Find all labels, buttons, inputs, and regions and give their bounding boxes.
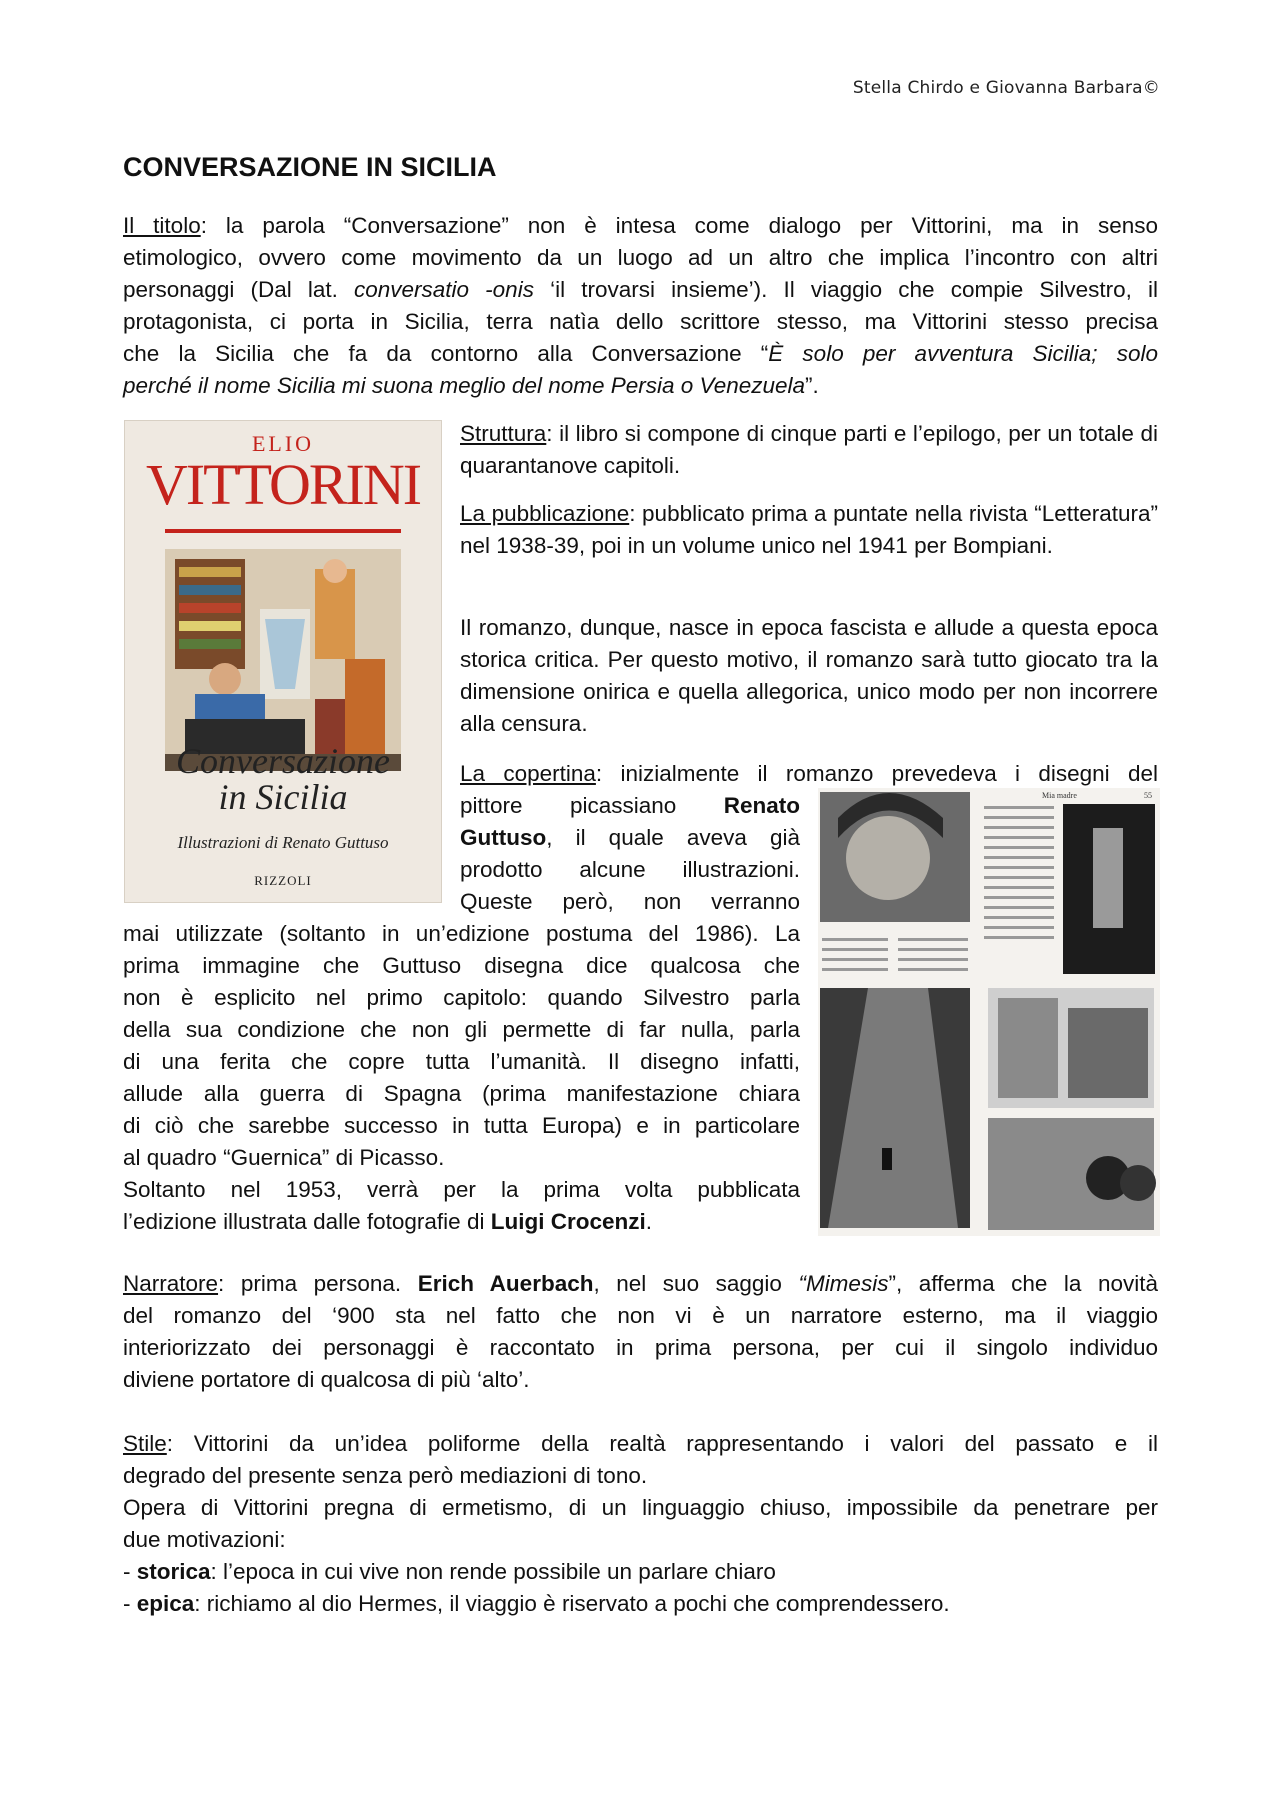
stile-bullet-storica: - storica: l’epoca in cui vive non rende possibile un parlare chiaro bbox=[123, 1559, 776, 1584]
copertina-line: di una ferita che copre tutta l’umanità. Il disegno infatti, bbox=[123, 1049, 800, 1074]
stile-line: due motivazioni: bbox=[123, 1527, 286, 1552]
cover-author-first: ELIO bbox=[251, 431, 315, 456]
titolo-line: Il titolo: la parola “Conversazione” non è intesa come dialogo per Vittorini, ma in senso bbox=[123, 213, 1158, 238]
romanzo-paragraph: Il romanzo, dunque, nasce in epoca fascista e allude a questa epoca storica critica. Per questo motivo, il romanzo sarà tutto giocato tra la dimensione onirica e quella allegorica, unico modo per non incorrere alla censura. bbox=[460, 615, 1158, 736]
struttura-paragraph: Struttura: il libro si compone di cinque parti e l’epilogo, per un totale di quarantanove capitoli. bbox=[460, 421, 1158, 478]
photo-page-number: 55 bbox=[1144, 791, 1152, 800]
copertina-line: prodotto alcune illustrazioni. bbox=[460, 857, 800, 882]
copertina-line: pittore picassiano Renato bbox=[460, 793, 800, 818]
titolo-line: perché il nome Sicilia mi suona meglio del nome Persia o Venezuela”. bbox=[123, 373, 819, 398]
narratore-line: diviene portatore di qualcosa di più ‘alto’. bbox=[123, 1367, 530, 1392]
illustrated-edition-photos bbox=[818, 788, 1160, 1236]
stile-bullet-epica: - epica: richiamo al dio Hermes, il viaggio è riservato a pochi che comprendessero. bbox=[123, 1591, 950, 1616]
struttura-label: Struttura bbox=[460, 421, 547, 446]
page-title: CONVERSAZIONE IN SICILIA bbox=[123, 152, 497, 182]
narratore-line: interiorizzato dei personaggi è raccontato in prima persona, per cui il singolo individuo bbox=[123, 1335, 1158, 1360]
page-header-author: Stella Chirdo e Giovanna Barbara© bbox=[852, 78, 1160, 98]
cover-illustration bbox=[165, 549, 401, 771]
photo-page-title: Mia madre bbox=[1042, 791, 1077, 800]
copertina-line: La copertina: inizialmente il romanzo prevedeva i disegni del bbox=[460, 761, 1158, 786]
copertina-line: l’edizione illustrata dalle fotografie di Luigi Crocenzi. bbox=[123, 1209, 652, 1234]
stile-line: degrado del presente senza però mediazioni di tono. bbox=[123, 1463, 648, 1488]
cover-illustrator: Illustrazioni di Renato Guttuso bbox=[177, 833, 389, 852]
narratore-label: Narratore bbox=[123, 1271, 219, 1296]
copertina-line: della sua condizione che non gli permette di far nulla, parla bbox=[123, 1017, 800, 1042]
titolo-line: che la Sicilia che fa da contorno alla Conversazione “È solo per avventura Sicilia; solo bbox=[123, 341, 1158, 366]
narratore-line: del romanzo del ‘900 sta nel fatto che non vi è un narratore esterno, ma il viaggio bbox=[123, 1303, 1158, 1328]
cover-red-rule bbox=[165, 529, 401, 533]
cover-author-last: VITTORINI bbox=[145, 452, 421, 517]
titolo-label: Il titolo bbox=[123, 213, 201, 238]
titolo-line: etimologico, ovvero come movimento da un luogo ad un altro che implica l’incontro con altri bbox=[123, 245, 1158, 270]
cover-publisher: RIZZOLI bbox=[254, 873, 312, 888]
copertina-line: mai utilizzate (soltanto in un’edizione postuma del 1986). La bbox=[123, 921, 800, 946]
pubblicazione-paragraph: La pubblicazione: pubblicato prima a puntate nella rivista “Letteratura” nel 1938-39, poi in un volume unico nel 1941 per Bompiani. bbox=[460, 501, 1159, 558]
narratore-line: Narratore: prima persona. Erich Auerbach, nel suo saggio “Mimesis”, afferma che la novità bbox=[123, 1271, 1159, 1296]
copertina-line: non è esplicito nel primo capitolo: quando Silvestro parla bbox=[123, 985, 800, 1010]
copertina-label: La copertina bbox=[460, 761, 596, 786]
copertina-line: Soltanto nel 1953, verrà per la prima volta pubblicata bbox=[123, 1177, 800, 1202]
copertina-line: allude alla guerra di Spagna (prima manifestazione chiara bbox=[123, 1081, 800, 1106]
cover-title: Conversazione in Sicilia bbox=[176, 741, 390, 817]
book-cover-image bbox=[124, 420, 442, 903]
stile-line: Stile: Vittorini da un’idea poliforme della realtà rappresentando i valori del passato e il bbox=[123, 1431, 1158, 1456]
stile-label: Stile bbox=[123, 1431, 167, 1456]
copertina-line: prima immagine che Guttuso disegna dice qualcosa che bbox=[123, 953, 800, 978]
copertina-line: Queste però, non verranno bbox=[460, 889, 800, 914]
copertina-line: di ciò che sarebbe successo in tutta Europa) e in particolare bbox=[123, 1113, 800, 1138]
pubblicazione-label: La pubblicazione bbox=[460, 501, 630, 526]
titolo-line: protagonista, ci porta in Sicilia, terra natìa dello scrittore stesso, ma Vittorini stesso precisa bbox=[123, 309, 1158, 334]
stile-line: Opera di Vittorini pregna di ermetismo, di un linguaggio chiuso, impossibile da penetrare per bbox=[123, 1495, 1158, 1520]
copertina-line: Guttuso, il quale aveva già bbox=[460, 825, 800, 850]
copertina-line: al quadro “Guernica” di Picasso. bbox=[123, 1145, 445, 1170]
titolo-line: personaggi (Dal lat. conversatio -onis ‘il trovarsi insieme’). Il viaggio che compie Silvestro, il bbox=[123, 277, 1158, 302]
